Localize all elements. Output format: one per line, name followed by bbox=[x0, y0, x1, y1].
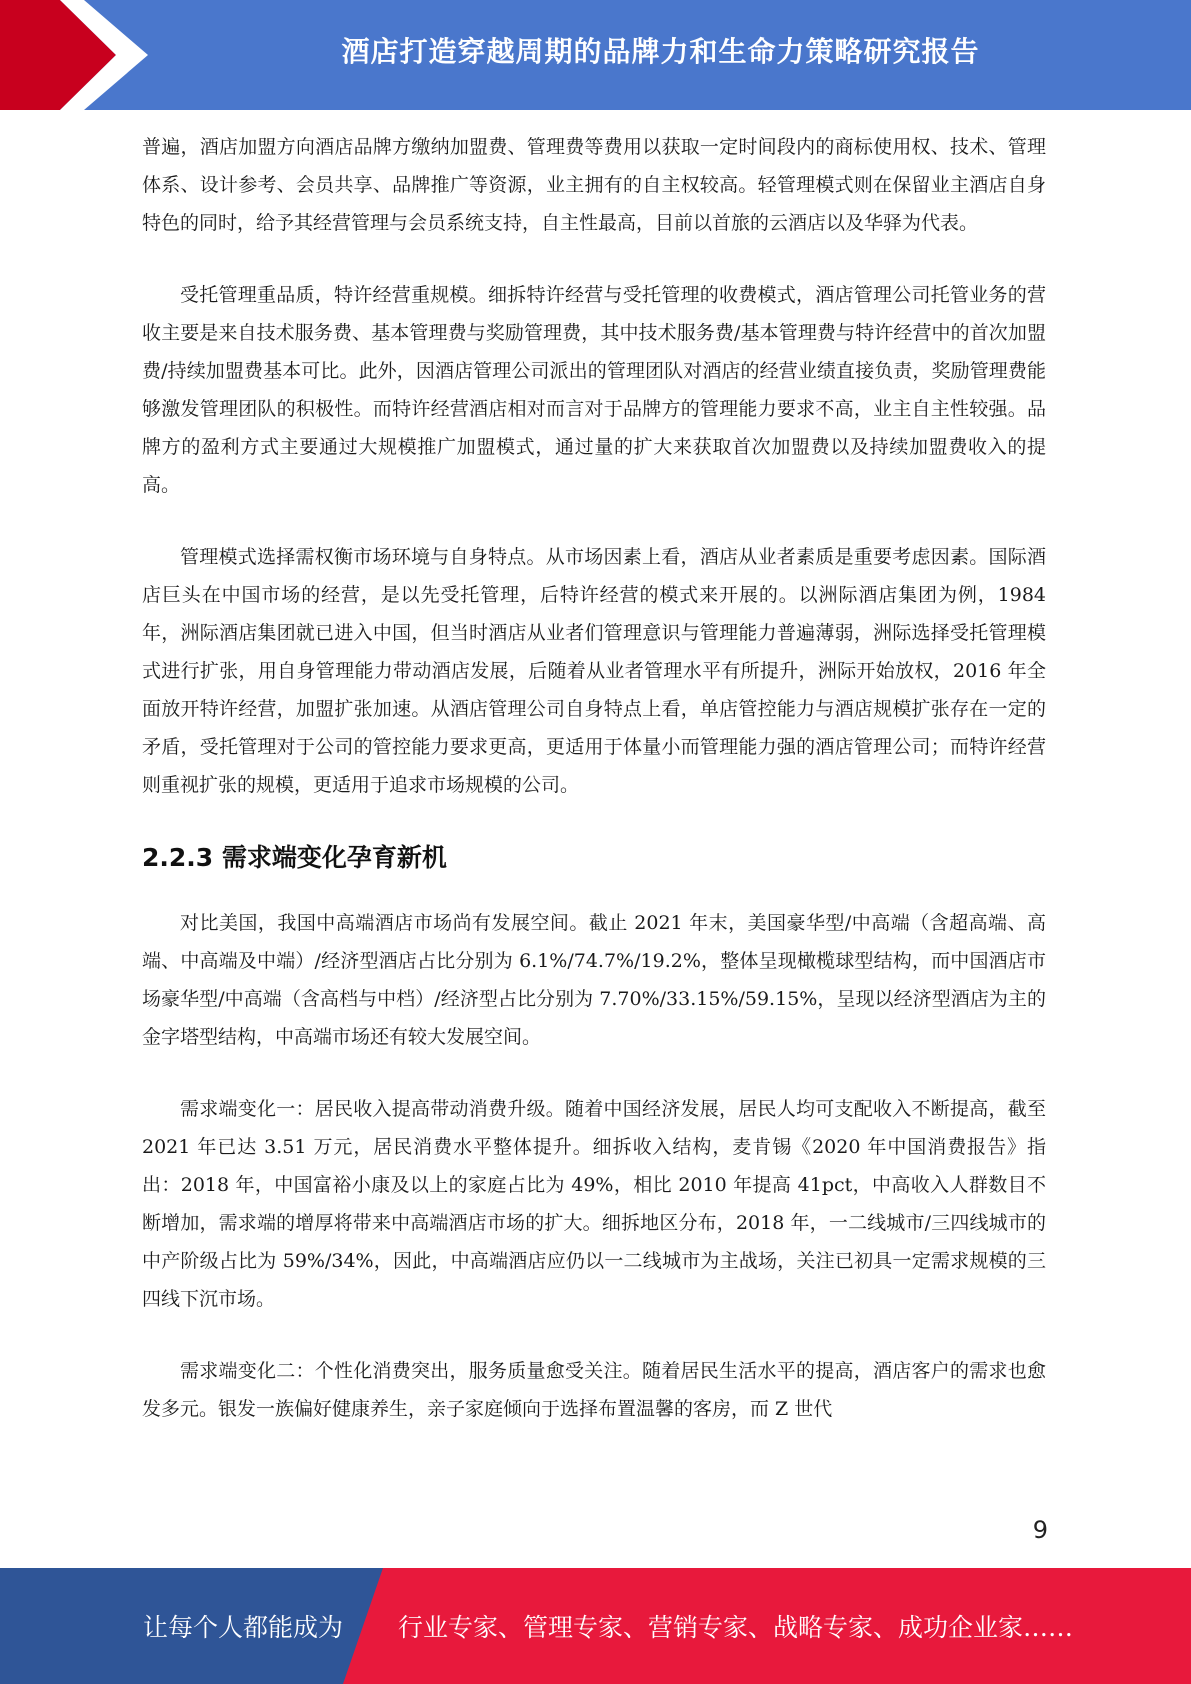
paragraph-mode-selection: 管理模式选择需权衡市场环境与自身特点。从市场因素上看，酒店从业者素质是重要考虑因素。国际酒店巨头在中国市场的经营，是以先受托管理，后特许经营的模式来开展的。以洲际酒店集团为例，1984 年，洲际酒店集团就已进入中国，但当时酒店从业者们管理意识与管理能力普遍薄弱，洲际选择受托管理模式进行扩张，用自身管理能力带动酒店发展，后随着从业者管理水平有所提升，洲际开始放权，2016 年全面放开特许经营，加盟扩张加速。从酒店管理公司自身特点上看，单店管控能力与酒店规模扩张存在一定的矛盾，受托管理对于公司的管控能力要求更高，更适用于体量小而管理能力强的酒店管理公司；而特许经营则重视扩张的规模，更适用于追求市场规模的公司。 bbox=[142, 546, 1046, 796]
page-content bbox=[142, 128, 1046, 1462]
footer-slogan-left: 让每个人都能成为 bbox=[143, 1613, 344, 1642]
paragraph-demand-change-two: 需求端变化二：个性化消费突出，服务质量愈受关注。随着居民生活水平的提高，酒店客户的需求也愈发多元。银发一族偏好健康养生，亲子家庭倾向于选择布置温馨的客房，而 Z 世代 bbox=[142, 1360, 1046, 1420]
page-number: 9 bbox=[1032, 1516, 1048, 1544]
footer-slogan-right: 行业专家、管理专家、营销专家、战略专家、成功企业家…… bbox=[398, 1613, 1074, 1642]
paragraph-demand-change-one: 需求端变化一：居民收入提高带动消费升级。随着中国经济发展，居民人均可支配收入不断提高，截至 2021 年已达 3.51 万元，居民消费水平整体提升。细拆收入结构，麦肯锡《2020 年中国消费报告》指出：2018 年，中国富裕小康及以上的家庭占比为 49%，相比 2010 年提高 41pct，中高收入人群数目不断增加，需求端的增厚将带来中高端酒店市场的扩大。细拆地区分布，2018 年，一二线城市/三四线城市的中产阶级占比为 59%/34%，因此，中高端酒店应仍以一二线城市为主战场，关注已初具一定需求规模的三四线下沉市场。 bbox=[142, 1098, 1046, 1310]
paragraph-us-comparison: 对比美国，我国中高端酒店市场尚有发展空间。截止 2021 年末，美国豪华型/中高端（含超高端、高端、中高端及中端）/经济型酒店占比分别为 6.1%/74.7%/19.2%，整体呈现橄榄球型结构，而中国酒店市场豪华型/中高端（含高档与中档）/经济型占比分别为 7.70%/33.15%/59.15%，呈现以经济型酒店为主的金字塔型结构，中高端市场还有较大发展空间。 bbox=[142, 912, 1046, 1048]
paragraph-management-vs-franchise: 受托管理重品质，特许经营重规模。细拆特许经营与受托管理的收费模式，酒店管理公司托管业务的营收主要是来自技术服务费、基本管理费与奖励管理费，其中技术服务费/基本管理费与特许经营中的首次加盟费/持续加盟费基本可比。此外，因酒店管理公司派出的管理团队对酒店的经营业绩直接负责，奖励管理费能够激发管理团队的积极性。而特许经营酒店相对而言对于品牌方的管理能力要求不高，业主自主性较强。品牌方的盈利方式主要通过大规模推广加盟模式，通过量的扩大来获取首次加盟费以及持续加盟费收入的提高。 bbox=[142, 284, 1046, 496]
page-header bbox=[0, 0, 1191, 110]
header-title: 酒店打造穿越周期的品牌力和生命力策略研究报告 bbox=[341, 35, 980, 68]
page-footer bbox=[0, 1568, 1191, 1684]
paragraph-franchise-overview: 普遍，酒店加盟方向酒店品牌方缴纳加盟费、管理费等费用以获取一定时间段内的商标使用权、技术、管理体系、设计参考、会员共享、品牌推广等资源，业主拥有的自主权较高。轻管理模式则在保留业主酒店自身特色的同时，给予其经营管理与会员系统支持，自主性最高，目前以首旅的云酒店以及华驿为代表。 bbox=[142, 136, 1046, 234]
section-title: 2.2.3 需求端变化孕育新机 bbox=[142, 843, 447, 872]
